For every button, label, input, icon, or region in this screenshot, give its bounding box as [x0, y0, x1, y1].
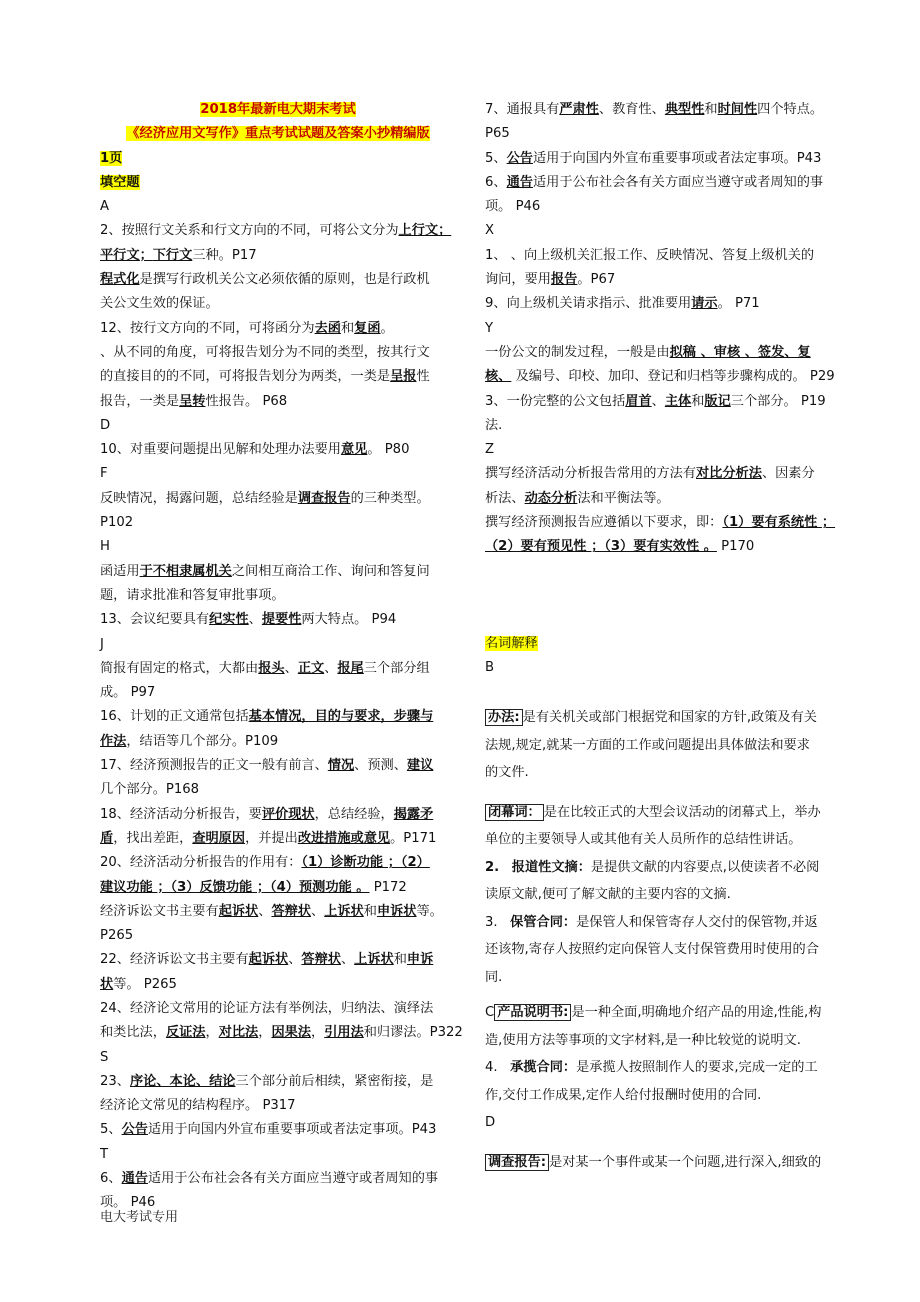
- text-line: 1、 、向上级机关汇报工作、反映情况、答复上级机关的: [485, 247, 815, 263]
- text-line: 单位的主要领导人或其他有关人员所作的总结性讲话。: [485, 832, 802, 848]
- text-line: 22、经济诉讼文书主要有起诉状、答辩状、上诉状和申诉: [100, 952, 434, 968]
- text-line: F: [100, 466, 108, 482]
- text-line: 简报有固定的格式，大都由报头、正文、报尾三个部分组: [100, 660, 430, 676]
- text-line: 20、经济活动分析报告的作用有：（1）诊断功能 ；（2）: [100, 855, 430, 871]
- section-heading-terms: [485, 632, 841, 656]
- text-line: 造,使用方法等事项的文字材料,是一种比较觉的说明文.: [485, 1032, 801, 1048]
- text-line: 经济论文常见的结构程序。 P317: [100, 1098, 296, 1114]
- text-line: H: [100, 539, 110, 555]
- text-line: P102: [100, 515, 134, 531]
- text-line: S: [100, 1049, 109, 1065]
- term-line: 3. 保管合同：是保管人和保管寄存人交付的保管物,并返: [485, 914, 818, 930]
- text-line: 读原文献,便可了解文献的主要内容的文摘.: [485, 887, 731, 903]
- term-line: 4. 承揽合同：是承揽人按照制作人的要求,完成一定的工: [485, 1060, 818, 1076]
- text-line: 6、通告适用于公布社会各有关方面应当遵守或者周知的事: [485, 174, 824, 190]
- text-line: 关公文生效的保证。: [100, 296, 219, 312]
- left-column: [100, 98, 463, 1216]
- terms-heading-text: 名词解释: [485, 635, 538, 651]
- text-line: 13、会议纪要具有纪实性、提要性两大特点。 P94: [100, 612, 397, 628]
- text-line: 作法，结语等几个部分。P109: [100, 733, 279, 749]
- text-line: D: [485, 1115, 496, 1131]
- text-line: 12、按行文方向的不同，可将函分为去函和复函。: [100, 320, 394, 336]
- text-line: 几个部分。P168: [100, 782, 200, 798]
- term-line: 2. 报道性文摘：是提供文献的内容要点,以使读者不必阅: [485, 859, 820, 875]
- text-line: 撰写经济活动分析报告常用的方法有对比分析法、因素分: [485, 466, 815, 482]
- text-line: 2、按照行文关系和行文方向的不同，可将公文分为上行文；: [100, 223, 452, 239]
- text-line: 成。 P97: [100, 685, 156, 701]
- text-line: Z: [485, 442, 495, 458]
- text-line: 18、经济活动分析报告，要评价现状，总结经验，揭露矛: [100, 806, 434, 822]
- text-line: 反映情况，揭露问题，总结经验是调查报告的三种类型。: [100, 490, 430, 506]
- right-column: [485, 98, 841, 1176]
- text-line: 建议功能 ；（3）反馈功能 ；（4）预测功能 。 P172: [100, 879, 407, 895]
- term-line: 调查报告: 是对某一个事件或某一个问题,进行深入,细致的: [485, 1149, 841, 1177]
- text-line: 和类比法，反证法，对比法，因果法，引用法和归谬法。P322: [100, 1025, 463, 1041]
- term-line: 办法: 是有关机关或部门根据党和国家的方针,政策及有关: [485, 704, 841, 732]
- text-line: 法规,规定,就某一方面的工作或问题提出具体做法和要求: [485, 737, 810, 753]
- text-line: 10、对重要问题提出见解和处理办法要用意见。 P80: [100, 442, 410, 458]
- text-line: D: [100, 417, 111, 433]
- spacer: [485, 787, 841, 799]
- text-line: 3、一份完整的公文包括眉首、主体和版记三个部分。 P19: [485, 393, 826, 409]
- text-line: J: [100, 636, 104, 652]
- title1: 2018年最新电大期末考试: [200, 102, 356, 117]
- text-line: 6、通告适用于公布社会各有关方面应当遵守或者周知的事: [100, 1171, 439, 1187]
- text-line: 17、经济预测报告的正文一般有前言、情况、预测、建议: [100, 758, 434, 774]
- title2: 《经济应用文写作》重点考试试题及答案小抄精编版: [126, 126, 430, 142]
- text-line: 询问，要用报告。P67: [485, 272, 616, 288]
- text-line: 同.: [485, 969, 503, 985]
- text-line: 16、计划的正文通常包括基本情况，目的与要求，步骤与: [100, 709, 434, 725]
- doc-title-line2: [100, 122, 456, 146]
- text-line: 盾，找出差距，查明原因，并提出改进措施或意见。P171: [100, 830, 437, 846]
- text-line: 作,交付工作成果,定作人给付报酬时使用的合同.: [485, 1087, 762, 1103]
- section-heading: [100, 171, 456, 195]
- text-line: 5、公告适用于向国内外宣布重要事项或者法定事项。P43: [485, 150, 822, 166]
- text-line: 、从不同的角度，可将报告划分为不同的类型，按其行文: [100, 344, 430, 360]
- text-line: 项。 P46: [485, 199, 541, 215]
- text-line: 报告，一类是呈转性报告。 P68: [100, 393, 288, 409]
- text-line: 项。 P46: [100, 1195, 156, 1211]
- spacer: [485, 560, 841, 632]
- text-line: A: [100, 199, 110, 215]
- text-line: 的直接目的的不同，可将报告划分为两类，一类是呈报性: [100, 369, 430, 385]
- text-line: 函适用于不相隶属机关之间相互商洽工作、询问和答复问: [100, 563, 430, 579]
- spacer: [485, 680, 841, 704]
- text-line: 撰写经济预测报告应遵循以下要求，即：（1）要有系统性 ；: [485, 515, 836, 531]
- text-line: 5、公告适用于向国内外宣布重要事项或者法定事项。P43: [100, 1122, 437, 1138]
- term-line: C 产品说明书: 是一种全面,明确地介绍产品的用途,性能,构: [485, 1005, 822, 1021]
- text-line: 状等。 P265: [100, 976, 177, 992]
- text-line: 析法、动态分析法和平衡法等。: [485, 490, 670, 506]
- spacer: [485, 1137, 841, 1149]
- text-line: Y: [485, 320, 494, 336]
- text-line: X: [485, 223, 495, 239]
- text-line: 经济诉讼文书主要有起诉状、答辩状、上诉状和申诉状等。: [100, 903, 443, 919]
- text-line: 核、 及编号、印校、加印、登记和归档等步骤构成的。 P29: [485, 369, 835, 385]
- term-line: 闭幕词： 是在比较正式的大型会议活动的闭幕式上，举办: [485, 799, 841, 827]
- text-line: 程式化是撰写行政机关公文必须依循的原则，也是行政机: [100, 272, 430, 288]
- text-line: P65: [485, 126, 510, 142]
- page-label: [100, 147, 456, 171]
- text-line: （2）要有预见性 ；（3）要有实效性 。 P170: [485, 539, 755, 555]
- text-line: 法.: [485, 417, 503, 433]
- text-line: B: [485, 659, 495, 675]
- text-line: 还该物,寄存人按照约定向保管人支付保管费用时使用的合: [485, 942, 819, 958]
- text-line: 的文件.: [485, 765, 529, 781]
- text-line: 9、向上级机关请求指示、批准要用请示。 P71: [485, 296, 760, 312]
- footer-text: 电大考试专用: [100, 1210, 179, 1225]
- section-heading-text: 填空题: [100, 174, 140, 190]
- text-line: 24、经济论文常用的论证方法有举例法，归纳法、演绎法: [100, 1000, 434, 1016]
- page-label-text: 1页: [100, 150, 123, 166]
- text-line: 23、序论、本论、结论三个部分前后相续，紧密衔接，是: [100, 1073, 434, 1089]
- text-line: P265: [100, 928, 134, 944]
- text-line: 7、通报具有严肃性、教育性、典型性和时间性四个特点。: [485, 102, 824, 117]
- text-line: T: [100, 1146, 109, 1162]
- doc-title-line1: [100, 98, 456, 122]
- text-line: 一份公文的制发过程，一般是由拟稿 、审核 、签发、复: [485, 344, 811, 360]
- text-line: 题，请求批准和答复审批事项。: [100, 587, 285, 603]
- spacer: [485, 991, 841, 999]
- text-line: 平行文；下行文三种。P17: [100, 247, 257, 263]
